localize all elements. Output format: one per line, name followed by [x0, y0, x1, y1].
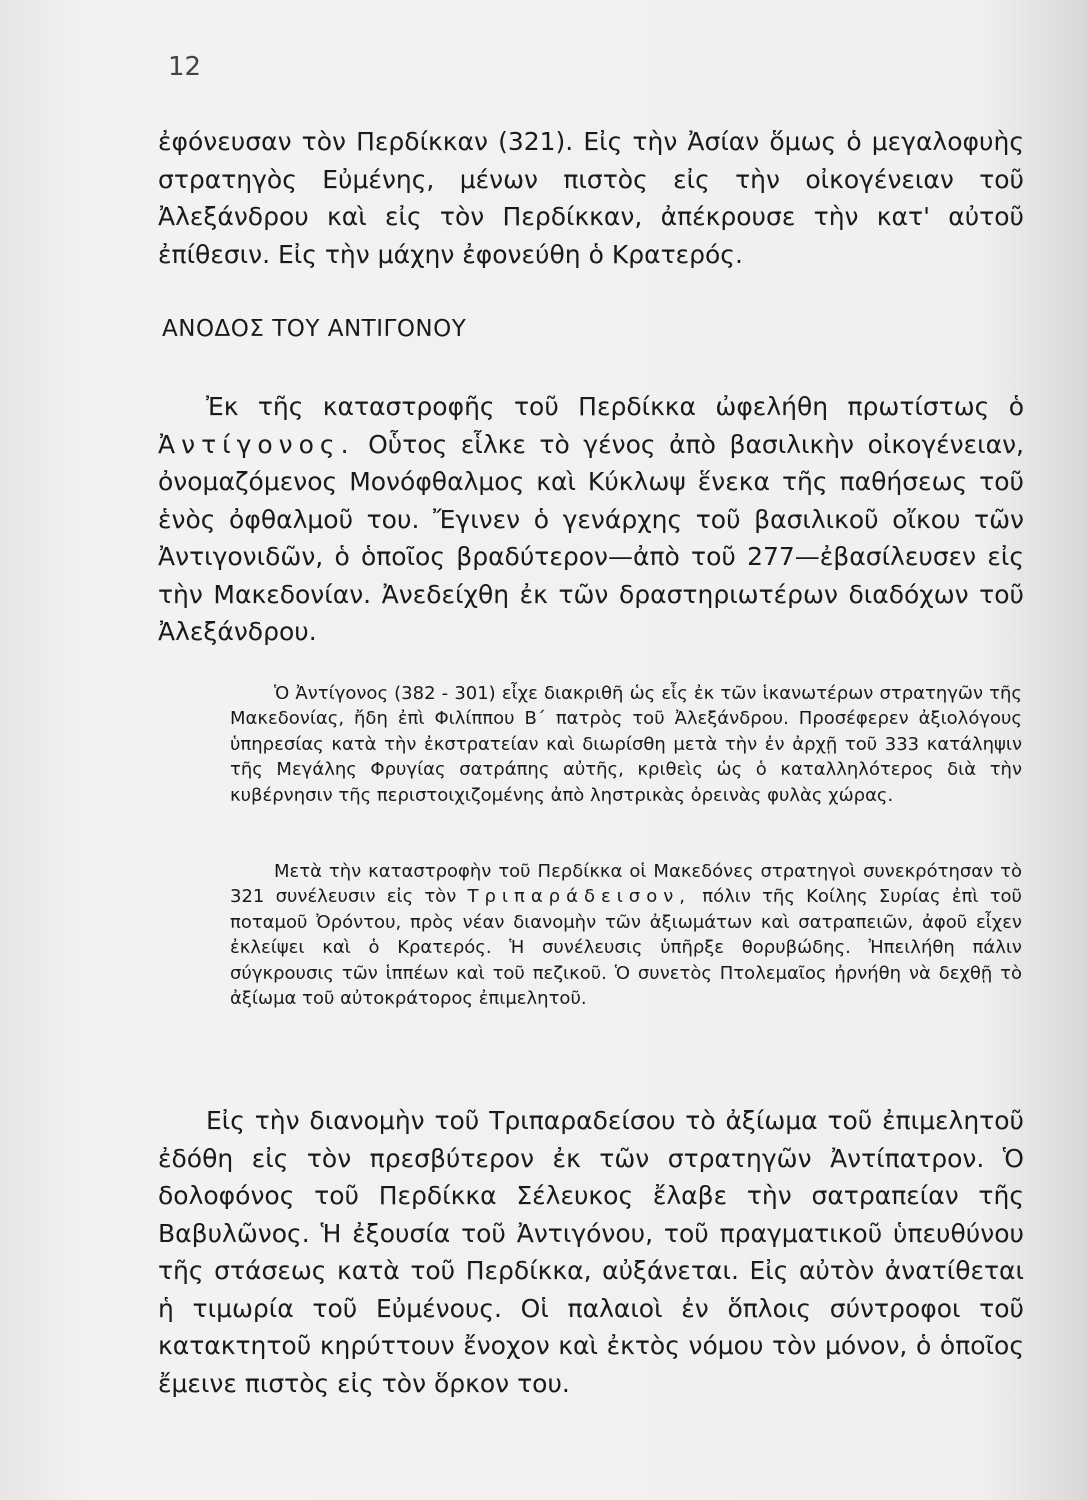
- paragraph-text: ἐφόνευσαν τὸν Περδίκκαν (321). Εἰς τὴν Ἀσίαν ὅμως ὁ μεγαλοφυὴς στρατηγὸς Εὐμένης, μένων πιστὸς εἰς τὴν οἰκογένειαν τοῦ Ἀλεξάνδρου καὶ εἰς τὸν Περδίκκαν, ἀπέκρουσε τὴν κατ' αὐτοῦ ἐπίθεσιν. Εἰς τὴν μάχην ἐφονεύθη ὁ Κρατερός.: [158, 127, 1024, 269]
- spaced-name-antigonus: Ἀντίγονος.: [158, 429, 355, 459]
- note-text-start: Μετὰ τὴν καταστροφὴν τοῦ Περδίκκα οἱ Μακεδόνες στρατηγοὶ συνεκρότησαν τὸ 321 συνέλευσιν εἰς τὸν: [230, 861, 1022, 908]
- note-text: Ὁ Ἀντίγονος (382 - 301) εἶχε διακριθῆ ὡς εἷς ἐκ τῶν ἱκανωτέρων στρατηγῶν τῆς Μακεδονίας, ἤδη ἐπὶ Φιλίππου Β΄ πατρὸς τοῦ Ἀλεξάνδρου. Προσέφερεν ἀξιολόγους ὑπηρεσίας κατὰ τὴν ἐκστρατείαν καὶ διωρίσθη μετὰ τὴν ἐν ἀρχῇ τοῦ 333 κατάληψιν τῆς Μεγάλης Φρυγίας σατράπης αὐτῆς, κριθεὶς ὡς ὁ καταλληλότερος διὰ τὴν κυβέρνησιν τῆς περιστοιχιζομένης ἀπὸ ληστρικὰς ὀρεινὰς φυλὰς χώρας.: [230, 683, 1022, 806]
- note-antigonus-career: [230, 681, 1022, 808]
- section-heading: ΑΝΟΔΟΣ ΤΟΥ ΑΝΤΙΓΟΝΟΥ: [162, 316, 467, 342]
- paragraph-distribution: [158, 1102, 1024, 1402]
- spaced-name-triparadeisos: Τριπαράδεισον,: [467, 886, 692, 908]
- note-triparadeisos: [230, 859, 1022, 1011]
- paragraph-text-start: Ἐκ τῆς καταστροφῆς τοῦ Περδίκκα ὠφελήθη πρωτίστως ὁ: [206, 392, 1024, 421]
- page-number: 12: [168, 52, 202, 82]
- paragraph-text-end: Οὗτος εἷλκε τὸ γένος ἀπὸ βασιλικὴν οἰκογένειαν, ὀνομαζόμενος Μονόφθαλμος καὶ Κύκλωψ ἕνεκα τῆς παθήσεως τοῦ ἑνὸς ὀφθαλμοῦ του. Ἔγινεν ὁ γενάρχης τοῦ βασιλικοῦ οἴκου τῶν Ἀντιγονιδῶν, ὁ ὁποῖος βραδύτερον—ἀπὸ τοῦ 277—ἐβασίλευσεν εἰς τὴν Μακεδονίαν. Ἀνεδείχθη ἐκ τῶν δραστηριωτέρων διαδόχων τοῦ Ἀλεξάνδρου.: [158, 429, 1024, 646]
- paragraph-perdikkas-death: [158, 123, 1024, 273]
- note-text-end: πόλιν τῆς Κοίλης Συρίας ἐπὶ τοῦ ποταμοῦ Ὀρόντου, πρὸς νέαν διανομὴν τῶν ἀξιωμάτων καὶ σατραπειῶν, ἀφοῦ εἶχεν ἐκλείψει καὶ ὁ Κρατερός. Ἡ συνέλευσις ὑπῆρξε θορυβώδης. Ἠπειλήθη πάλιν σύγκρουσις τῶν ἱππέων καὶ τοῦ πεζικοῦ. Ὁ συνετὸς Πτολεμαῖος ἠρνήθη νὰ δεχθῇ τὸ ἀξίωμα τοῦ αὐτοκράτορος ἐπιμελητοῦ.: [230, 886, 1022, 1010]
- paragraph-text: Εἰς τὴν διανομὴν τοῦ Τριπαραδείσου τὸ ἀξίωμα τοῦ ἐπιμελητοῦ ἐδόθη εἰς τὸν πρεσβύτερον ἐκ τῶν στρατηγῶν Ἀντίπατρον. Ὁ δολοφόνος τοῦ Περδίκκα Σέλευκος ἔλαβε τὴν σατραπείαν τῆς Βαβυλῶνος. Ἡ ἐξουσία τοῦ Ἀντιγόνου, τοῦ πραγματικοῦ ὑπευθύνου τῆς στάσεως κατὰ τοῦ Περδίκκα, αὐξάνεται. Εἰς αὐτὸν ἀνατίθεται ἡ τιμωρία τοῦ Εὐμένους. Οἱ παλαιοὶ ἐν ὅπλοις σύντροφοι τοῦ κατακτητοῦ κηρύττουν ἔνοχον καὶ ἐκτὸς νόμου τὸν μόνον, ὁ ὁποῖος ἔμεινε πιστὸς εἰς τὸν ὅρκον του.: [158, 1106, 1024, 1398]
- paragraph-antigonus-intro: [158, 388, 1024, 651]
